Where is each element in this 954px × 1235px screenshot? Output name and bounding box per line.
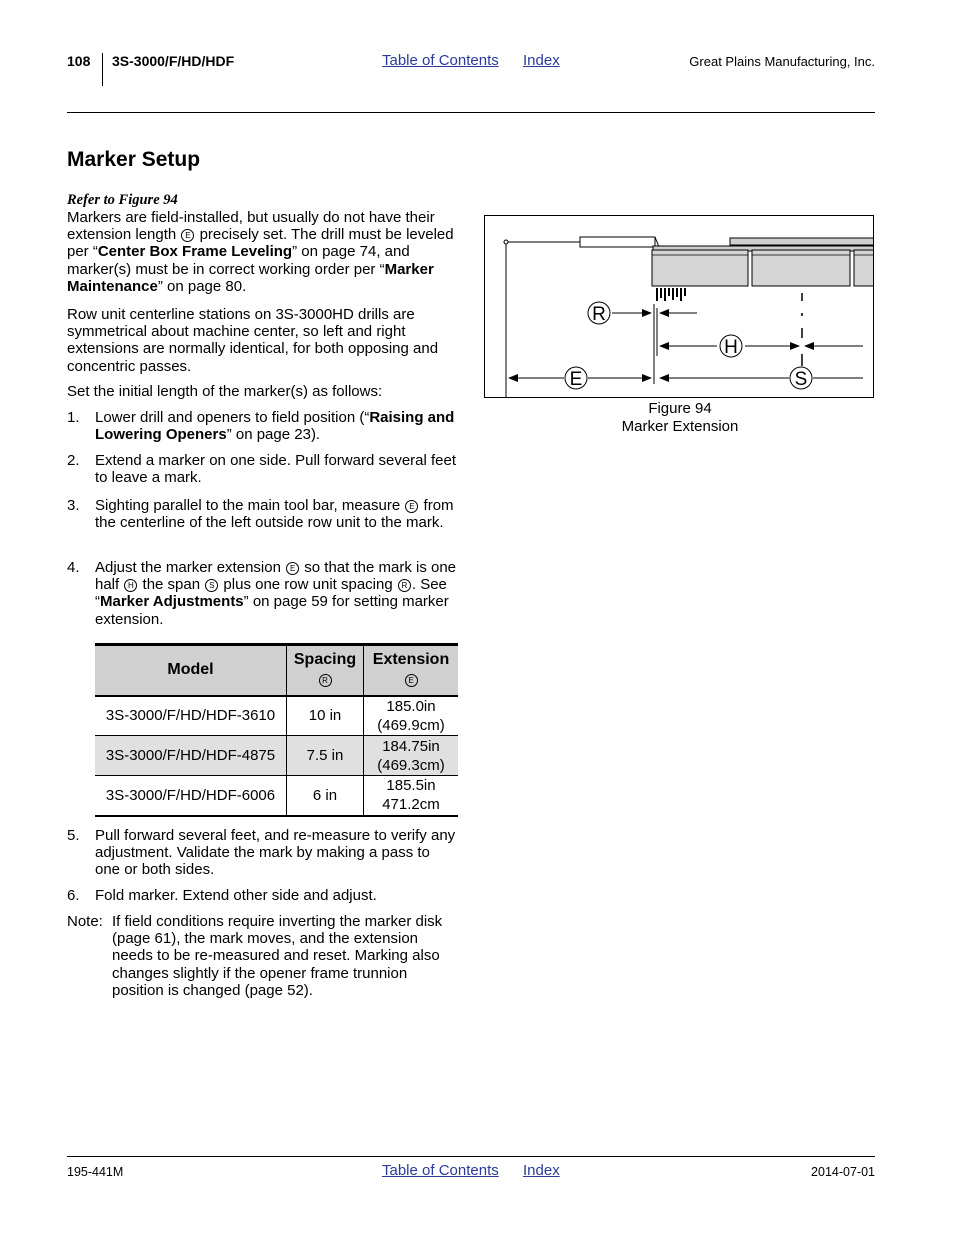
col-header-spacing — [287, 645, 364, 696]
cell-spacing: 7.5 in — [287, 736, 364, 776]
step-number: 3. — [67, 497, 80, 514]
step-number: 1. — [67, 409, 80, 426]
p1-text-d: ” on page 80. — [157, 277, 247, 295]
paragraph-set-initial: Set the initial length of the marker(s) as follows: — [67, 383, 383, 400]
ext-in: 184.75in — [382, 737, 440, 755]
p1-text-a: Markers are field-installed, but usually do not have their extension length — [67, 209, 435, 244]
step-number: 2. — [67, 452, 80, 469]
step-number: 5. — [67, 827, 80, 844]
table-row — [95, 736, 458, 776]
page-title: Marker Setup — [67, 148, 201, 171]
opener-units — [656, 288, 686, 301]
footer-doc-number: 195-441M — [67, 1165, 124, 1179]
figure-number: Figure 94 — [648, 400, 712, 417]
list-item-step-3 — [67, 497, 457, 531]
table-row — [95, 696, 458, 736]
p1-bold-marker-maintenance: Marker Maintenance — [67, 260, 434, 295]
step-text: Sighting parallel to the main tool bar, measure — [95, 497, 401, 514]
cell-model: 3S-3000/F/HD/HDF-4875 — [95, 736, 287, 776]
callout-s-label: S — [794, 369, 808, 390]
list-item-step-1 — [67, 409, 457, 443]
callout-e-label: E — [569, 369, 583, 390]
callout-h-mark: H — [124, 579, 137, 592]
cell-model: 3S-3000/F/HD/HDF-3610 — [105, 707, 276, 725]
header-divider — [102, 53, 103, 86]
step-text: the span — [142, 576, 201, 594]
callout-r-mark: R — [319, 674, 332, 687]
table-header-row — [95, 645, 458, 696]
cell-extension — [364, 696, 459, 736]
callout-r-label: R — [592, 304, 606, 325]
step-text: from the centerline of the left outside row unit to the mark. — [95, 497, 454, 532]
step-text: Extend a marker on one side. Pull forward several feet to leave a mark. — [95, 452, 457, 487]
callout-e-mark: E — [286, 562, 299, 575]
ext-cm: 471.2cm — [382, 796, 440, 814]
figure-caption — [484, 400, 876, 435]
ext-cm: (469.3cm) — [377, 756, 445, 774]
callout-e-mark: E — [405, 500, 418, 513]
step-text: Pull forward several feet, and re-measure to verify any adjustment. Validate the mark by making a pass to one or both sides. — [95, 827, 456, 879]
figure-title: Marker Extension — [621, 417, 739, 435]
step-text: plus one row unit spacing — [223, 576, 393, 594]
header-index-link[interactable]: Index — [523, 52, 560, 69]
col-header-extension — [364, 645, 459, 696]
extension-label: Extension — [372, 651, 450, 669]
step-text: so that the mark is one half — [95, 559, 457, 594]
header-rule — [67, 112, 875, 113]
note-block — [67, 913, 462, 999]
row-unit-boxes — [652, 250, 874, 286]
header-toc-link[interactable]: Table of Contents — [382, 52, 499, 69]
refer-figure: Refer to Figure 94 — [67, 192, 178, 208]
footer-date: 2014-07-01 — [811, 1165, 875, 1179]
list-item-step-6 — [67, 887, 457, 904]
marker-spec-table — [95, 643, 458, 817]
step-number: 6. — [67, 887, 80, 904]
refer-line — [67, 191, 457, 209]
ext-in: 185.0in — [386, 697, 436, 715]
list-item-step-2 — [67, 452, 457, 486]
header-model: 3S-3000/F/HD/HDF — [112, 53, 235, 69]
step-bold: Raising and Lowering Openers — [95, 409, 455, 444]
list-item-step-5 — [67, 827, 457, 879]
step-text: . See “ — [95, 576, 447, 611]
callout-r-mark: R — [398, 579, 411, 592]
spacing-label: Spacing — [293, 651, 357, 669]
note-text: If field conditions require inverting the marker disk (page 61), the mark moves, and the extension needs to be re-measured and reset. Marking also changes slightly if the opener frame trunnion position is changed (page 52). — [112, 913, 443, 999]
header-company: Great Plains Manufacturing, Inc. — [689, 54, 875, 69]
step-text: ” on page 59 for setting marker extension. — [95, 593, 449, 628]
cell-model: 3S-3000/F/HD/HDF-6006 — [105, 786, 276, 804]
step-text: Adjust the marker extension — [95, 559, 281, 576]
footer-toc-link[interactable]: Table of Contents — [382, 1162, 499, 1179]
step-text: Lower drill and openers to field position (“ — [95, 409, 370, 426]
callout-e-mark: E — [405, 674, 418, 687]
step-text: ” on page 23). — [226, 426, 321, 444]
marker-extension-diagram — [485, 216, 874, 398]
callout-h-label: H — [724, 337, 738, 358]
callout-e-mark: E — [181, 229, 194, 242]
p1-text-c: ” on page 74, and marker(s) must be in correct working order per “ — [67, 243, 410, 278]
step-bold: Marker Adjustments — [100, 593, 244, 611]
cell-spacing: 6 in — [287, 776, 364, 816]
footer-rule — [67, 1156, 875, 1157]
paragraph-intro — [67, 209, 457, 295]
p1-text-b: precisely set. The drill must be leveled per “ — [67, 226, 454, 261]
cell-extension — [364, 776, 459, 816]
p1-bold-center-box: Center Box Frame Leveling — [97, 243, 293, 261]
ext-in: 185.5in — [386, 777, 436, 795]
note-label: Note: — [67, 913, 103, 930]
figure-94-box — [484, 215, 874, 398]
page-number: 108 — [67, 53, 91, 69]
table-row — [95, 776, 458, 816]
ext-cm: (469.9cm) — [377, 716, 445, 734]
step-number: 4. — [67, 559, 80, 576]
cell-spacing: 10 in — [287, 696, 364, 736]
step-text: Fold marker. Extend other side and adjust. — [95, 887, 377, 904]
paragraph-stations: Row unit centerline stations on 3S-3000HD drills are symmetrical about machine center, so left and right extensions are normally identical, for both opposing and concentric passes. — [67, 306, 439, 375]
footer-index-link[interactable]: Index — [523, 1162, 560, 1179]
col-header-model: Model — [95, 645, 287, 696]
list-item-step-4 — [67, 559, 457, 628]
callout-s-mark: S — [205, 579, 218, 592]
cell-extension — [364, 736, 459, 776]
tool-bar — [653, 238, 874, 251]
